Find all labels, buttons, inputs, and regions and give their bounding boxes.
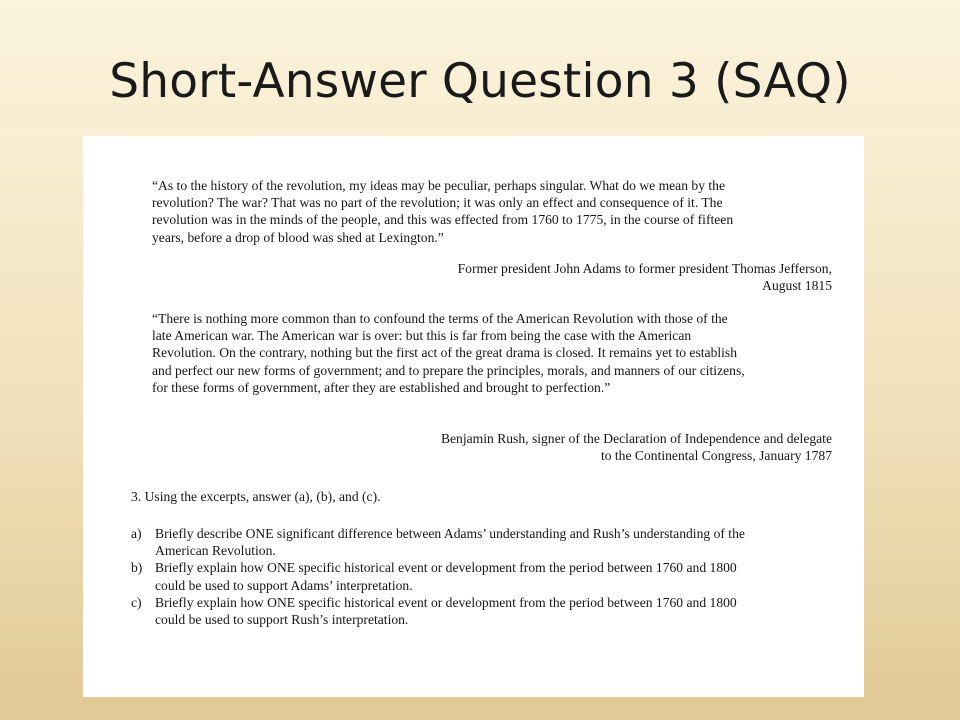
rush-attribution-line: to the Continental Congress, January 1787 [600, 448, 832, 464]
document-image [83, 136, 864, 697]
part-letter: a) [131, 526, 142, 541]
question-part-c [131, 594, 843, 628]
question-prompt: 3. Using the excerpts, answer (a), (b), and (c). [131, 489, 381, 504]
rush-quote-line: for these forms of government, after they are established and brought to perfection.” [152, 379, 611, 395]
question-part-a [131, 525, 843, 559]
rush-quote-line: Revolution. On the contrary, nothing but the first act of the great drama is closed. It remains yet to establish [152, 345, 738, 361]
adams-quote-line: revolution was in the minds of the people, and this was effected from 1760 to 1775, in the course of fifteen [152, 212, 734, 228]
adams-attribution-line: August 1815 [762, 278, 832, 294]
part-text-line: could be used to support Rush’s interpretation. [155, 612, 409, 628]
rush-quote [152, 310, 842, 396]
part-text [155, 559, 843, 593]
part-text [155, 525, 843, 559]
adams-attribution [332, 260, 832, 294]
question-parts [131, 525, 843, 628]
question-part-b [131, 559, 843, 593]
part-letter: c) [131, 594, 142, 610]
rush-attribution-line: Benjamin Rush, signer of the Declaration of Independence and delegate [440, 431, 832, 446]
adams-quote [152, 177, 842, 246]
part-text [155, 594, 843, 628]
rush-attribution [272, 430, 832, 464]
rush-quote-line: “There is nothing more common than to confound the terms of the American Revolution with those of the [152, 311, 728, 326]
rush-quote-line: late American war. The American war is over: but this is far from being the case with the American [152, 328, 692, 344]
part-letter: b) [131, 560, 143, 576]
rush-quote-line: and perfect our new forms of government; and to prepare the principles, morals, and manners of our citizens, [152, 362, 745, 378]
part-text-line: American Revolution. [155, 543, 276, 559]
adams-quote-line: revolution? The war? That was no part of the revolution; it was only an effect and consequence of it. The [152, 195, 723, 211]
part-text-line: could be used to support Adams’ interpretation. [155, 577, 413, 593]
part-text-line: Briefly explain how ONE specific historical event or development from the period between 1760 and 1800 [155, 560, 737, 576]
adams-quote-line: “As to the history of the revolution, my ideas may be peculiar, perhaps singular. What do we mean by the [152, 178, 726, 193]
part-text-line: Briefly describe ONE significant difference between Adams’ understanding and Rush’s understanding of the [155, 526, 745, 541]
adams-quote-line: years, before a drop of blood was shed at Lexington.” [152, 229, 444, 245]
part-text-line: Briefly explain how ONE specific historical event or development from the period between 1760 and 1800 [155, 594, 737, 610]
slide-title: Short-Answer Question 3 (SAQ) [109, 54, 851, 109]
adams-attribution-line: Former president John Adams to former president Thomas Jefferson, [457, 261, 832, 276]
